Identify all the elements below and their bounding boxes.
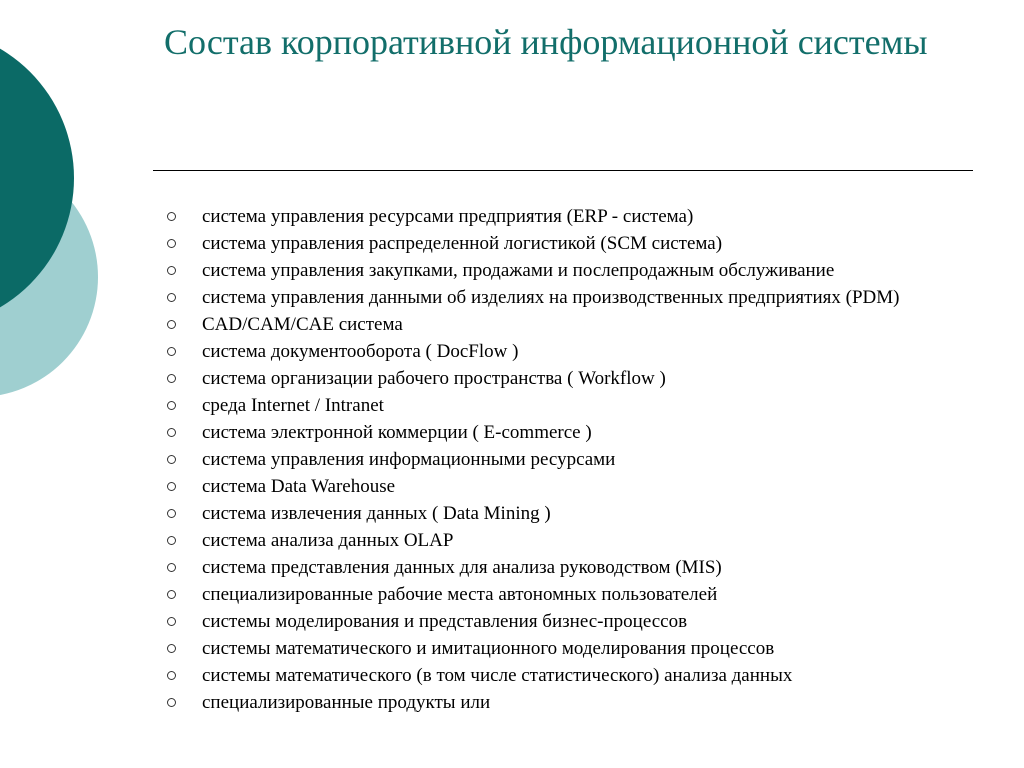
hollow-circle-bullet-icon <box>167 212 176 221</box>
list-item <box>165 233 995 254</box>
list-item-text: система представления данных для анализа руководством (MIS) <box>202 557 722 578</box>
list-item <box>165 206 995 227</box>
hollow-circle-bullet-icon <box>167 482 176 491</box>
hollow-circle-bullet-icon <box>167 671 176 680</box>
list-item-text: система управления ресурсами предприятия (ERP - система) <box>202 206 694 227</box>
list-item-text: система организации рабочего пространства ( Workflow ) <box>202 368 666 389</box>
list-item <box>165 665 995 686</box>
list-item <box>165 314 995 335</box>
list-item-text: система управления распределенной логистикой (SCM система) <box>202 233 723 254</box>
list-item <box>165 341 995 362</box>
bullet-list <box>165 206 995 719</box>
list-item-text: специализированные рабочие места автономных пользователей <box>202 584 718 605</box>
list-item-text: системы математического и имитационного моделирования процессов <box>202 638 775 659</box>
hollow-circle-bullet-icon <box>167 509 176 518</box>
list-item-text: система управления данными об изделиях на производственных предприятиях (PDM) <box>202 287 900 308</box>
list-item-text: системы математического (в том числе статистического) анализа данных <box>202 665 793 686</box>
list-item <box>165 638 995 659</box>
hollow-circle-bullet-icon <box>167 374 176 383</box>
slide-title: Состав корпоративной информационной системы <box>164 22 928 62</box>
list-item-text: системы моделирования и представления бизнес-процессов <box>202 611 688 632</box>
list-item <box>165 530 995 551</box>
list-item-text: система управления закупками, продажами и послепродажным обслуживание <box>202 260 835 281</box>
hollow-circle-bullet-icon <box>167 590 176 599</box>
list-item-text: среда Internet / Intranet <box>202 395 384 416</box>
hollow-circle-bullet-icon <box>167 320 176 329</box>
hollow-circle-bullet-icon <box>167 455 176 464</box>
list-item <box>165 584 995 605</box>
list-item <box>165 422 995 443</box>
list-item-text: система извлечения данных ( Data Mining ) <box>202 503 551 524</box>
hollow-circle-bullet-icon <box>167 536 176 545</box>
list-item <box>165 368 995 389</box>
list-item-text: система анализа данных OLAP <box>202 530 454 551</box>
hollow-circle-bullet-icon <box>167 428 176 437</box>
hollow-circle-bullet-icon <box>167 293 176 302</box>
list-item <box>165 449 995 470</box>
list-item <box>165 395 995 416</box>
list-item <box>165 476 995 497</box>
hollow-circle-bullet-icon <box>167 266 176 275</box>
hollow-circle-bullet-icon <box>167 401 176 410</box>
list-item <box>165 287 995 308</box>
hollow-circle-bullet-icon <box>167 347 176 356</box>
hollow-circle-bullet-icon <box>167 698 176 707</box>
list-item <box>165 557 995 578</box>
hollow-circle-bullet-icon <box>167 563 176 572</box>
list-item-text: система Data Warehouse <box>202 476 396 497</box>
list-item <box>165 611 995 632</box>
hollow-circle-bullet-icon <box>167 239 176 248</box>
list-item <box>165 692 995 713</box>
list-item-text: система документооборота ( DocFlow ) <box>202 341 519 362</box>
list-item <box>165 260 995 281</box>
list-item-text: система электронной коммерции ( E-commerce ) <box>202 422 592 443</box>
list-item-text: специализированные продукты или <box>202 692 491 713</box>
hollow-circle-bullet-icon <box>167 644 176 653</box>
list-item <box>165 503 995 524</box>
hollow-circle-bullet-icon <box>167 617 176 626</box>
title-divider <box>153 170 973 171</box>
list-item-text: система управления информационными ресурсами <box>202 449 616 470</box>
list-item-text: CAD/CAM/CAE система <box>202 314 403 335</box>
